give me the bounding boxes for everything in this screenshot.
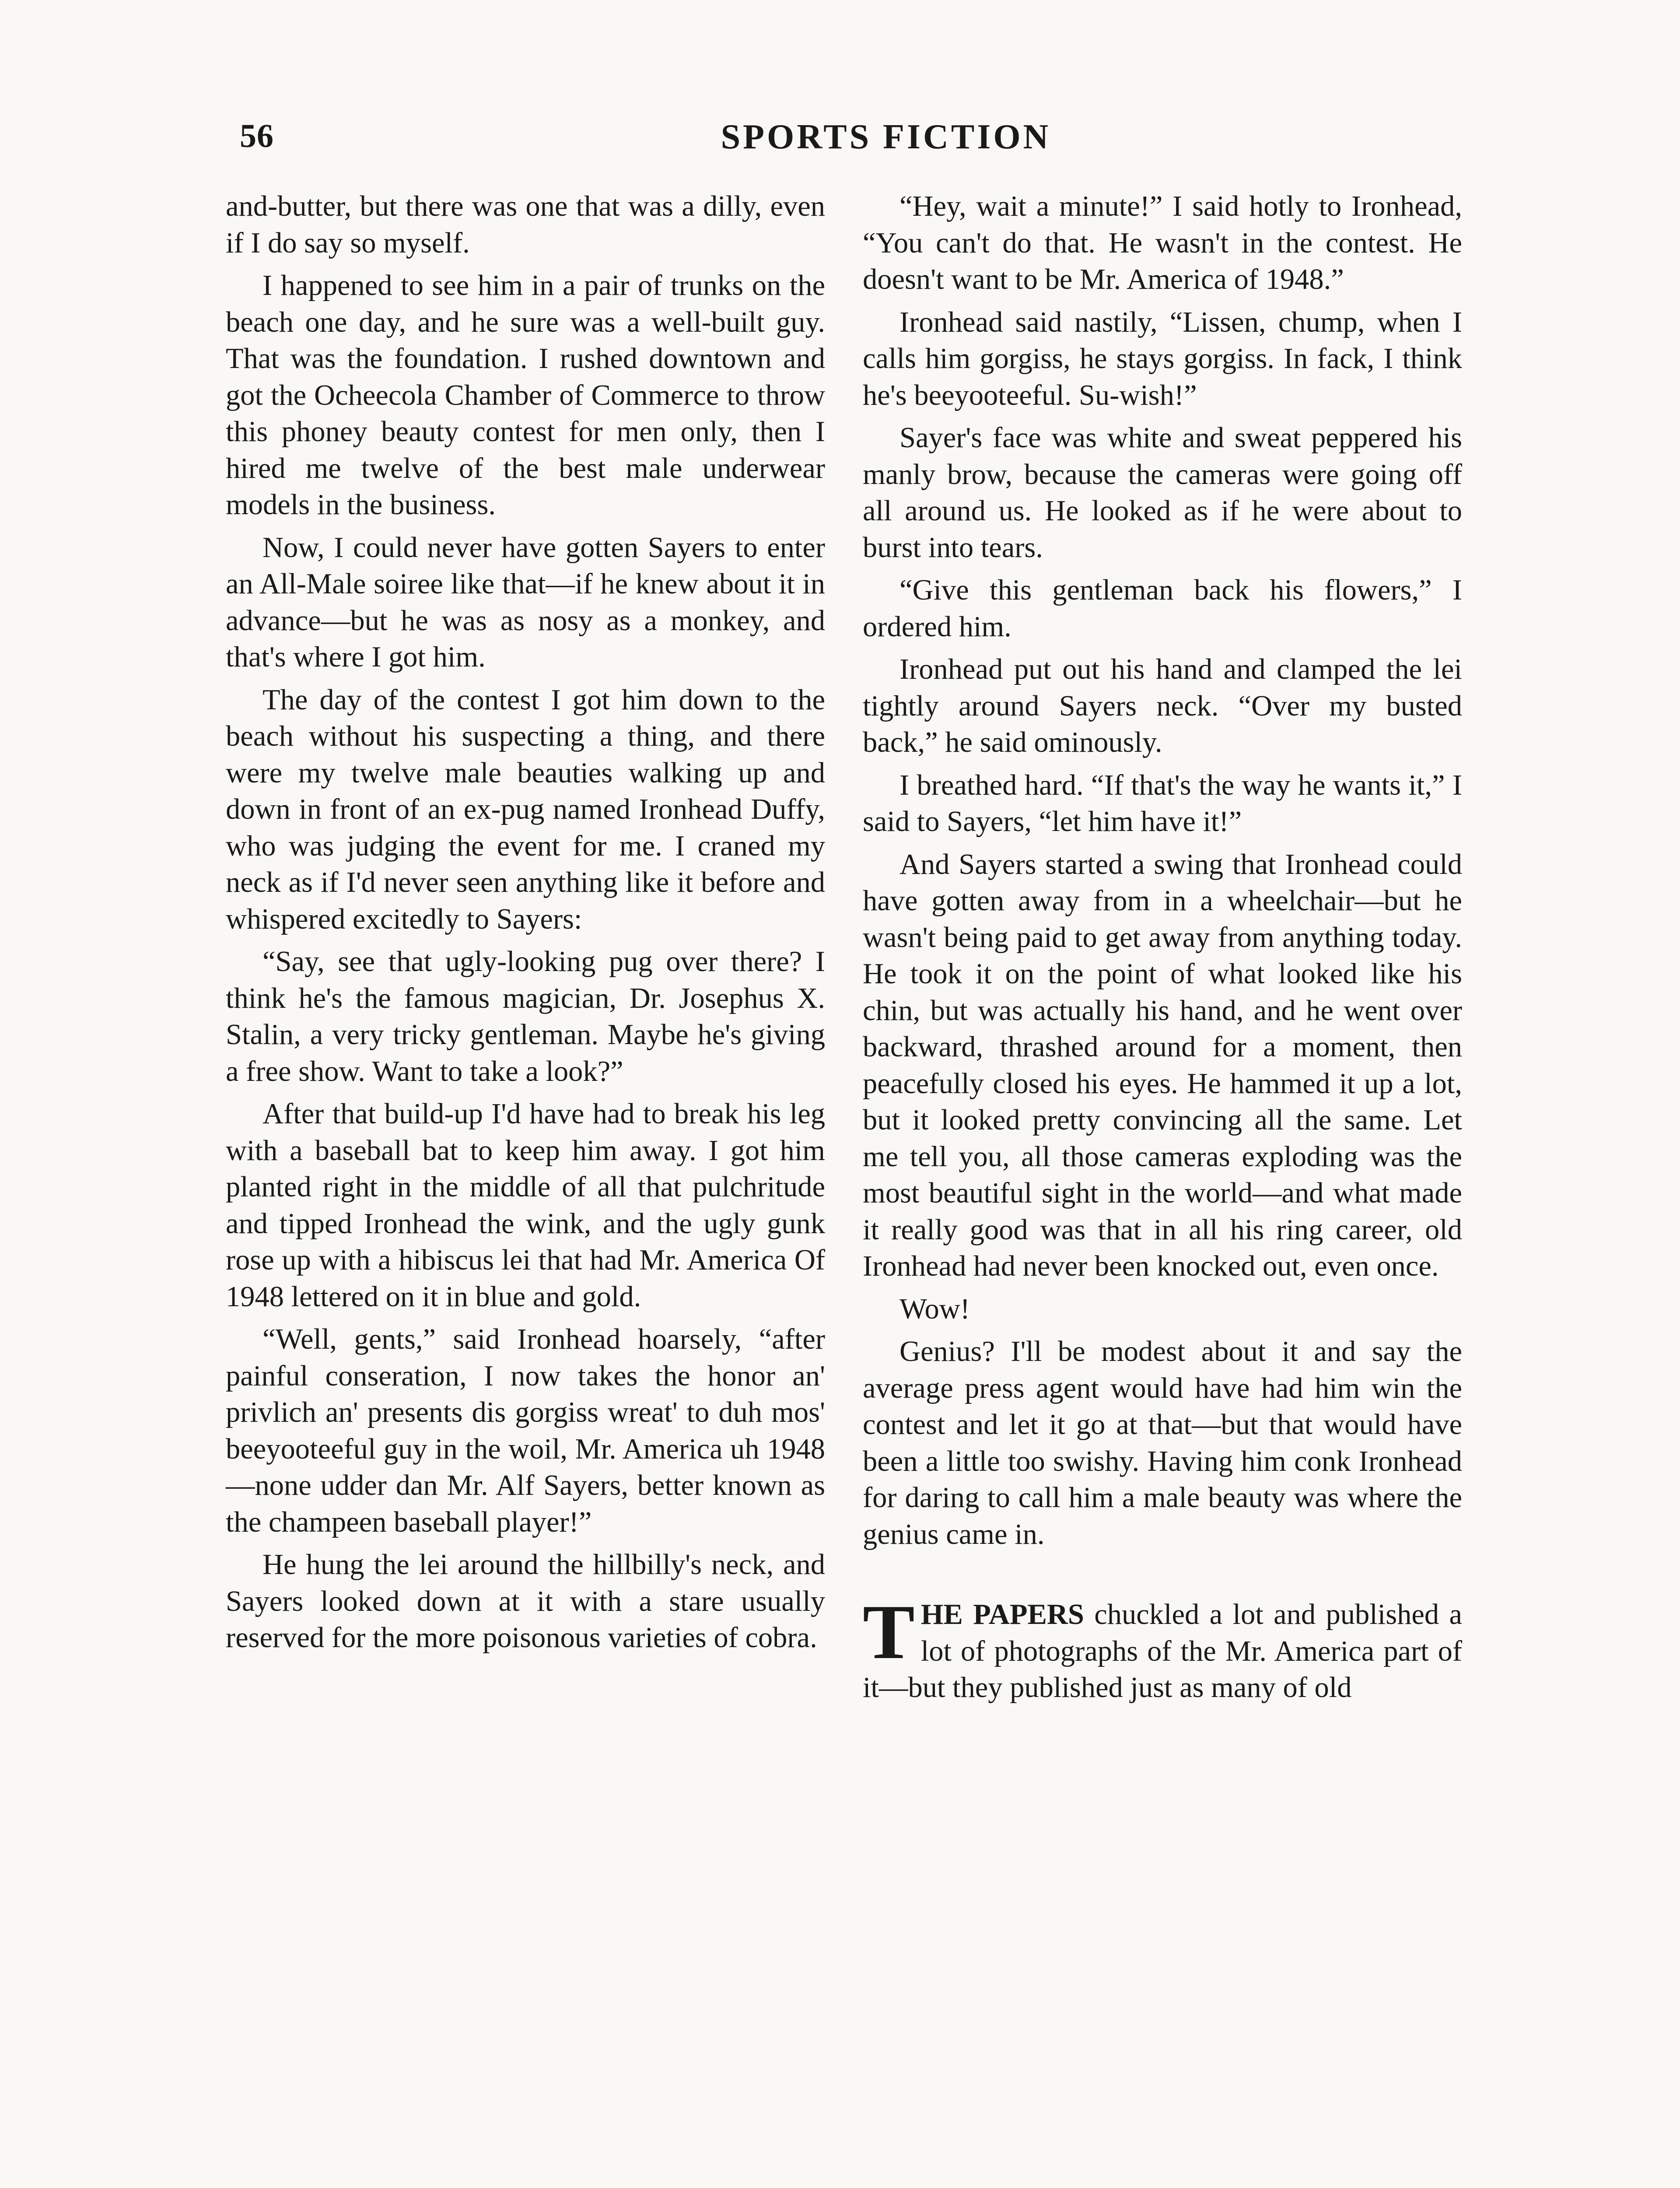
paragraph: Now, I could never have gotten Sayers to enter an All-Male soiree like that—if he knew about it in advance—but he was as nosy as a monkey, and that's where I got him. (226, 531, 825, 673)
paragraph: And Sayers started a swing that Ironhead could have gotten away from in a wheelchair—but he wasn't being paid to get away from anything today. He took it on the point of what looked like his chin, but was actually his hand, and he went over backward, thrashed around for a moment, then peacefully closed his eyes. He hammed it up a lot, but it looked pretty convincing all the same. Let me tell you, all those cameras exploding was the most beautiful sight in the world—and what made it really good was that in all his ring career, old Ironhead had never been knocked out, even once. (863, 848, 1462, 1282)
paragraph: The day of the contest I got him down to the beach without his suspecting a thing, and there were my twelve male beauties walking up and down in front of an ex-pug named Ironhead Duffy, who was judging the event for me. I craned my neck as if I'd never seen anything like it before and whispered excitedly to Sayers: (226, 684, 825, 935)
paragraph: and-butter, but there was one that was a dilly, even if I do say so myself. (226, 190, 825, 259)
paragraph: I happened to see him in a pair of trunks on the beach one day, and he sure was a well-built guy. That was the foundation. I rushed downtown and got the Ocheecola Chamber of Commerce to throw this phoney beauty contest for men only, then I hired me twelve of the best male underwear models in the business. (226, 270, 825, 521)
paragraph: Ironhead put out his hand and clamped the lei tightly around Sayers neck. “Over my busted back,” he said ominously. (863, 653, 1462, 758)
left-column (226, 188, 825, 1662)
running-title: SPORTS FICTION (721, 118, 1051, 156)
paragraph: Sayer's face was white and sweat peppered his manly brow, because the cameras were going off all around us. He looked as if he were about to burst into tears. (863, 422, 1462, 564)
paragraph: “Say, see that ugly-looking pug over there? I think he's the famous magician, Dr. Josephus X. Stalin, a very tricky gentleman. Maybe he's giving a free show. Want to take a look?” (226, 946, 825, 1087)
right-column (863, 188, 1462, 1712)
page-number: 56 (240, 118, 274, 154)
paragraph: I breathed hard. “If that's the way he wants it,” I said to Sayers, “let him have it!” (863, 769, 1462, 838)
paragraph: Ironhead said nastily, “Lissen, chump, when I calls him gorgiss, he stays gorgiss. In fack, I think he's beeyooteeful. Su-wish!” (863, 306, 1462, 411)
section-start-paragraph (863, 1588, 1462, 1706)
paragraph: “Hey, wait a minute!” I said hotly to Ironhead, “You can't do that. He wasn't in the contest. He doesn't want to be Mr. America of 1948.” (863, 190, 1462, 295)
paragraph: “Well, gents,” said Ironhead hoarsely, “after painful conseration, I now takes the honor an' privlich an' presents dis gorgiss wreat' to duh mos' beeyooteeful guy in the woil, Mr. America uh 1948—none udder dan Mr. Alf Sayers, better known as the champeen baseball player!” (226, 1323, 825, 1538)
paragraph: “Give this gentleman back his flowers,” I ordered him. (863, 574, 1462, 643)
paragraph: Wow! (900, 1293, 970, 1325)
section-text: chuckled a lot and published a lot of photographs of the Mr. America part of it—but they published just as many of old (863, 1599, 1462, 1704)
paragraph: He hung the lei around the hillbilly's neck, and Sayers looked down at it with a stare usually reserved for the more poisonous varieties of cobra. (226, 1549, 825, 1654)
lead-in: HE PAPERS (920, 1599, 1084, 1630)
paragraph: Genius? I'll be modest about it and say the average press agent would have had him win the contest and let it go at that—but that would have been a little too swishy. Having him conk Ironhead for daring to call him a male beauty was where the genius came in. (863, 1336, 1462, 1550)
paragraph: After that build-up I'd have had to break his leg with a baseball bat to keep him away. I got him planted right in the middle of all that pulchritude and tipped Ironhead the wink, and the ugly gunk rose up with a hibiscus lei that had Mr. America Of 1948 lettered on it in blue and gold. (226, 1098, 825, 1313)
drop-cap: T (863, 1588, 915, 1675)
